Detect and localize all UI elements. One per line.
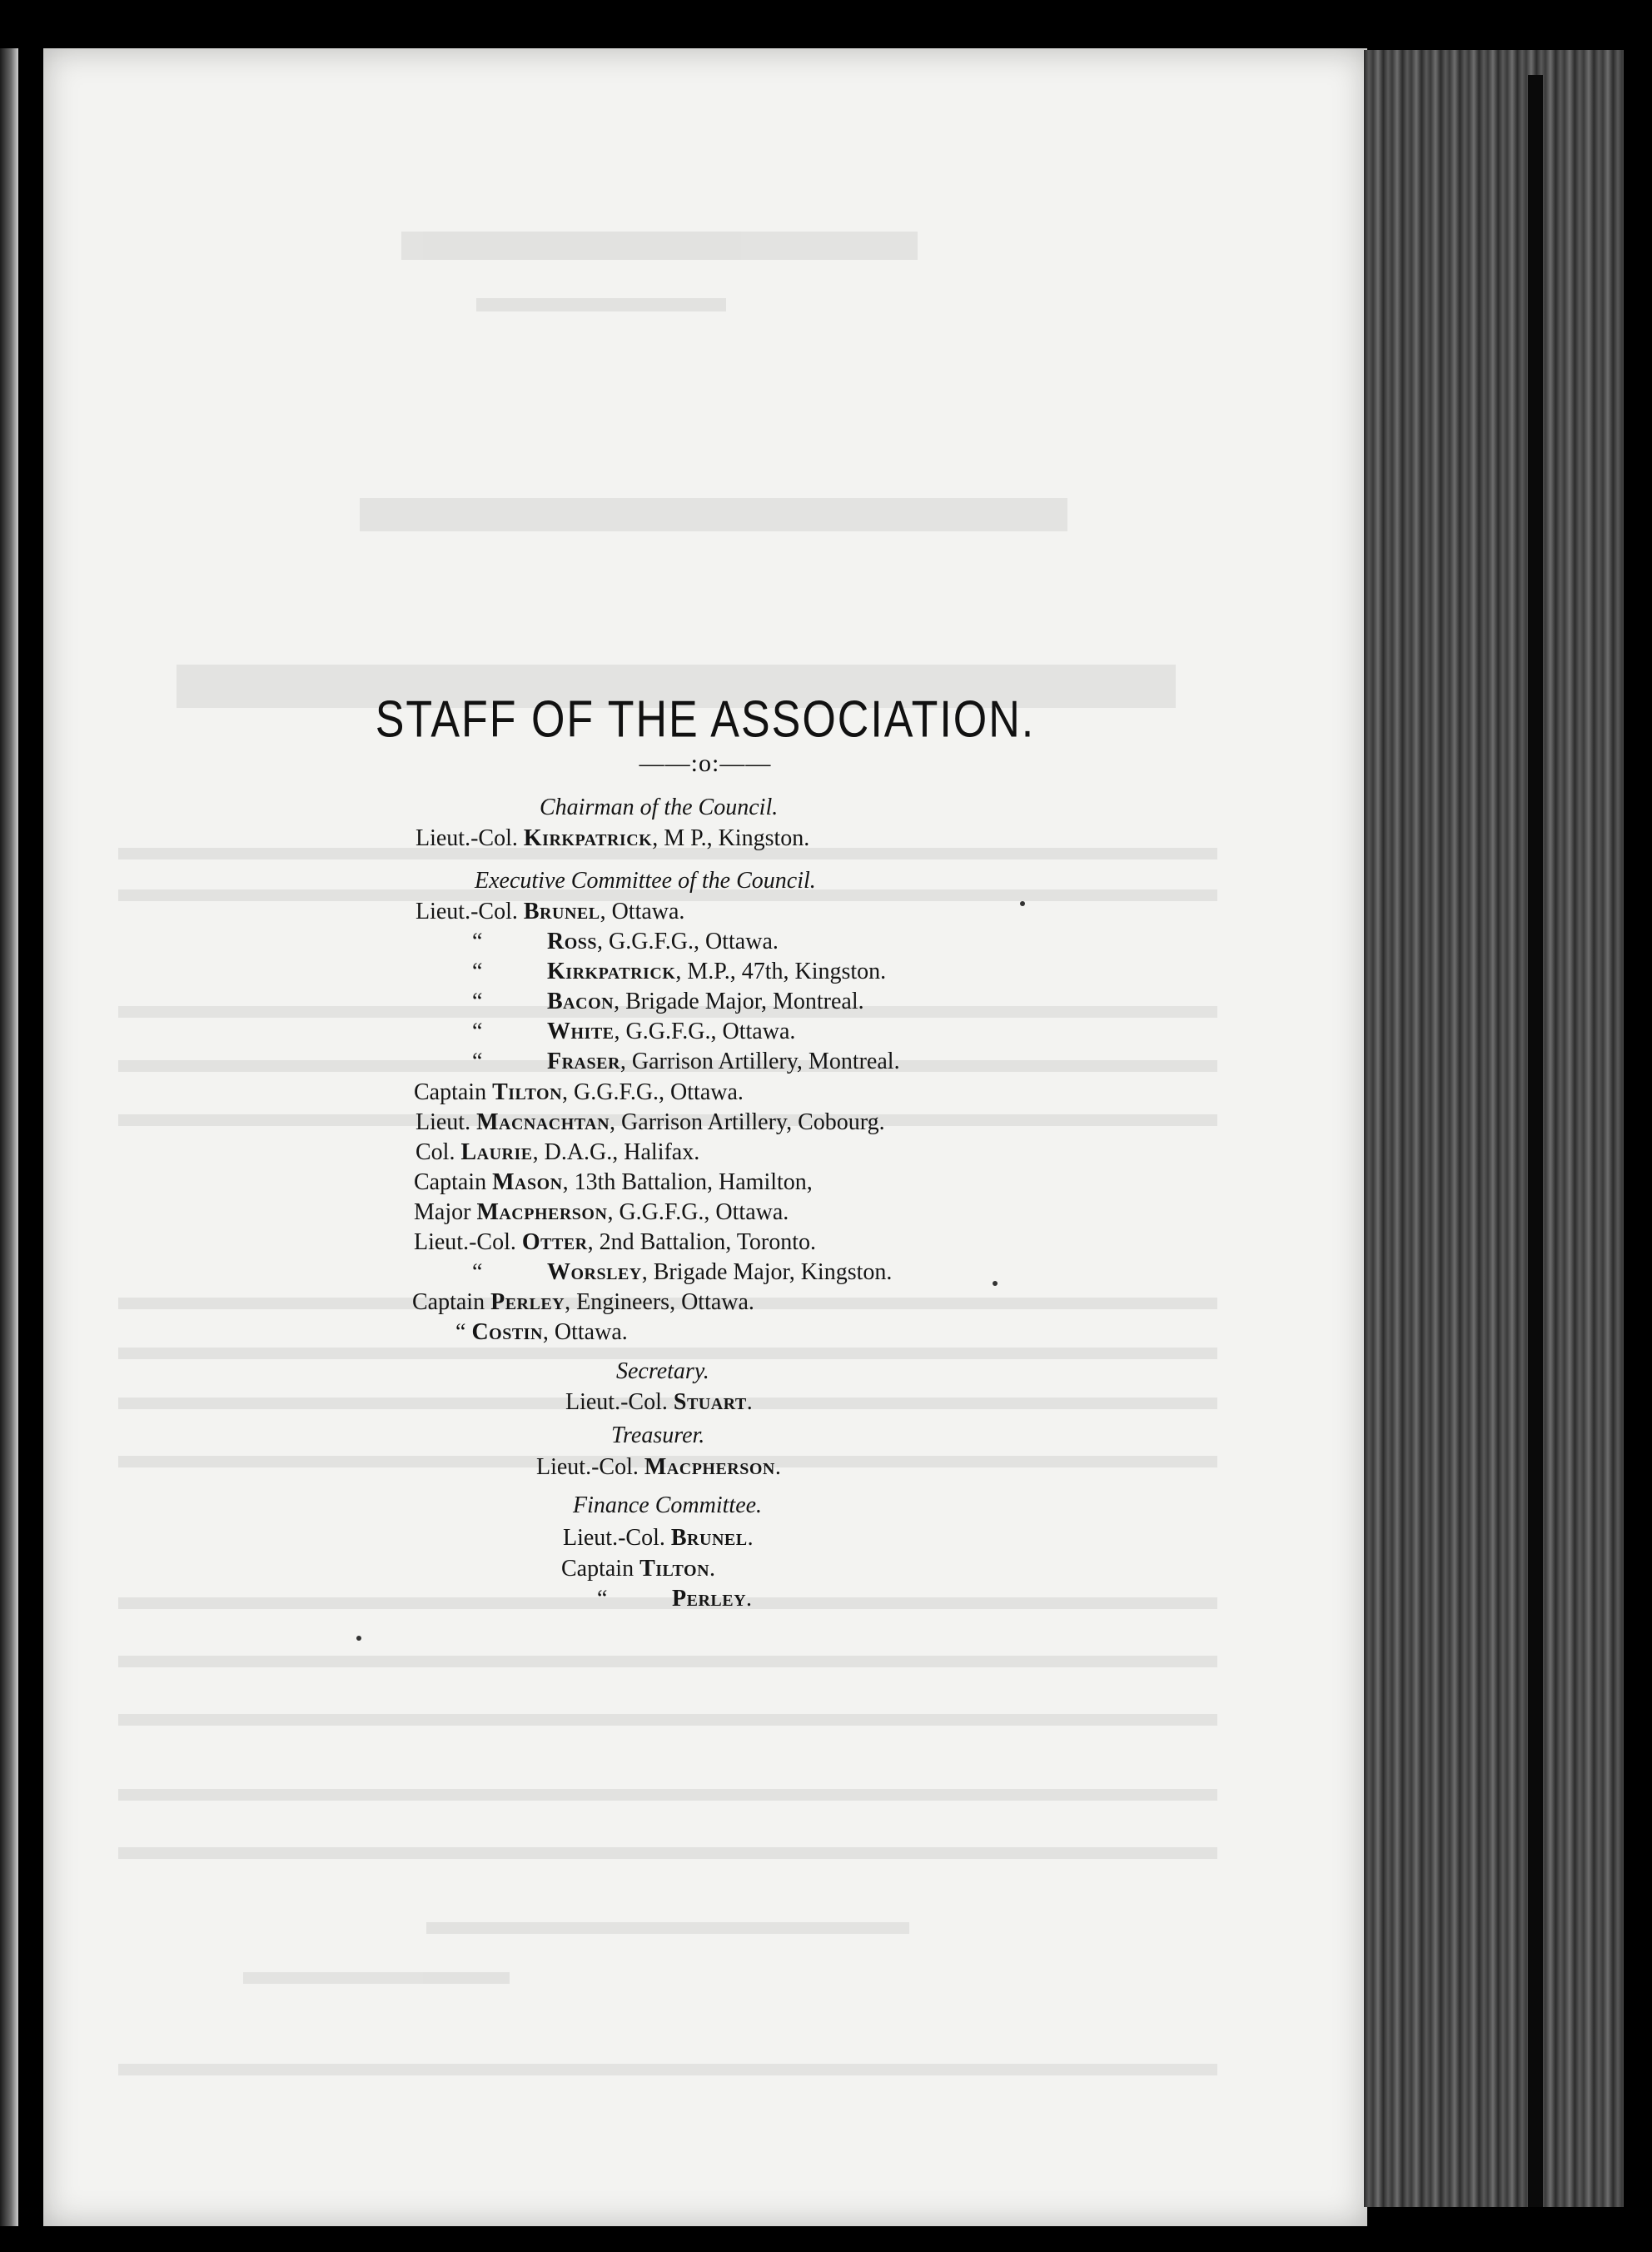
entry-name: Mason (492, 1169, 563, 1195)
staff-entry (414, 1198, 789, 1227)
staff-entry (565, 1388, 753, 1417)
entry-details: , Ottawa. (542, 1319, 628, 1345)
entry-details: , Brigade Major, Kingston. (641, 1259, 893, 1285)
ditto-mark: “ (472, 1259, 483, 1285)
staff-entry (597, 1585, 752, 1613)
entry-name: White (547, 1019, 615, 1044)
entry-name: Brunel (670, 1525, 748, 1551)
entry-details: , D.A.G., Halifax. (532, 1139, 700, 1165)
entry-name: Tilton (492, 1079, 563, 1105)
entry-name: Brunel (523, 899, 600, 924)
staff-entry (561, 1555, 715, 1583)
entry-rank: Lieut. (415, 1109, 471, 1135)
page-content (43, 48, 1367, 2226)
section-heading-executive-committee: Executive Committee of the Council. (475, 868, 816, 894)
entry-details: , M.P., 47th, Kingston. (675, 959, 887, 984)
entry-details: . (709, 1556, 716, 1582)
entry-name: Perley (490, 1289, 565, 1315)
ink-speck (356, 1636, 361, 1641)
staff-entry (472, 1258, 892, 1287)
entry-details: , Ottawa. (600, 899, 685, 924)
entry-name: Macnachtan (476, 1109, 610, 1135)
staff-entry (472, 1048, 900, 1076)
entry-details: , G.G.F.G., Ottawa. (562, 1079, 744, 1105)
entry-name: Tilton (639, 1556, 710, 1582)
ditto-mark: “ (472, 989, 483, 1014)
page-edges-stack (1364, 50, 1630, 2207)
book-page (43, 48, 1367, 2226)
staff-entry (472, 928, 779, 956)
entry-rank: Col. (415, 1139, 455, 1165)
entry-name: Macpherson (644, 1454, 775, 1480)
staff-entry (472, 958, 886, 986)
staff-entry (563, 1524, 754, 1552)
entry-details: , G.G.F.G., Ottawa. (614, 1019, 796, 1044)
entry-rank: Lieut.-Col. (565, 1389, 668, 1415)
entry-name: Bacon (547, 989, 615, 1014)
entry-details: . (746, 1586, 753, 1612)
entry-details: , G.G.F.G., Ottawa. (597, 929, 779, 954)
entry-rank: Lieut.-Col. (415, 899, 518, 924)
entry-details: , M P., Kingston. (652, 825, 810, 851)
entry-details: , Engineers, Ottawa. (565, 1289, 754, 1315)
ditto-mark: “ (472, 1019, 483, 1044)
ditto-mark: “ (455, 1319, 466, 1345)
entry-name: Otter (521, 1229, 588, 1255)
ditto-mark: “ (472, 929, 483, 954)
entry-details: , 13th Battalion, Hamilton, (562, 1169, 813, 1195)
entry-rank: Lieut.-Col. (563, 1525, 665, 1551)
staff-entry (455, 1318, 628, 1347)
entry-name: Kirkpatrick (523, 825, 653, 851)
entry-name: Ross (547, 929, 598, 954)
staff-entry (472, 1018, 795, 1046)
page-edges-gap (1528, 75, 1543, 2207)
book-spine-edge (0, 48, 18, 2226)
entry-details: , 2nd Battalion, Toronto. (587, 1229, 817, 1255)
staff-entry (415, 1138, 699, 1167)
entry-name: Stuart (673, 1389, 747, 1415)
entry-rank: Captain (561, 1556, 634, 1582)
staff-entry (414, 1168, 813, 1197)
entry-details: . (746, 1389, 753, 1415)
ditto-mark: “ (472, 1049, 483, 1074)
entry-details: , Brigade Major, Montreal. (614, 989, 864, 1014)
entry-name: Macpherson (476, 1199, 608, 1225)
entry-rank: Captain (412, 1289, 485, 1315)
staff-entry (412, 1288, 754, 1317)
entry-details: , Garrison Artillery, Cobourg. (610, 1109, 885, 1135)
staff-entry (415, 825, 809, 853)
entry-rank: Captain (414, 1169, 487, 1195)
entry-details: , Garrison Artillery, Montreal. (620, 1049, 900, 1074)
staff-entry (536, 1453, 781, 1482)
title-separator: ——:o:—— (639, 750, 772, 777)
entry-name: Laurie (460, 1139, 533, 1165)
entry-details: . (747, 1525, 754, 1551)
ditto-mark: “ (597, 1586, 608, 1612)
section-heading-chairman: Chairman of the Council. (540, 795, 779, 820)
entry-details: , G.G.F.G., Ottawa. (607, 1199, 789, 1225)
entry-rank: Captain (414, 1079, 487, 1105)
staff-entry (415, 898, 684, 926)
staff-entry (414, 1228, 816, 1257)
section-heading-treasurer: Treasurer. (611, 1422, 705, 1448)
entry-name: Kirkpatrick (547, 959, 676, 984)
page-title: STAFF OF THE ASSOCIATION. (375, 690, 1036, 749)
staff-entry (472, 988, 864, 1016)
section-heading-secretary: Secretary. (616, 1358, 709, 1384)
entry-name: Costin (471, 1319, 543, 1345)
entry-rank: Lieut.-Col. (536, 1454, 639, 1480)
entry-rank: Major (414, 1199, 471, 1225)
section-heading-finance-committee: Finance Committee. (573, 1492, 763, 1518)
staff-entry (414, 1079, 744, 1107)
ditto-mark: “ (472, 959, 483, 984)
book-edge-shadow (1624, 50, 1652, 2252)
staff-entry (415, 1109, 885, 1137)
entry-rank: Lieut.-Col. (415, 825, 518, 851)
entry-name: Perley (672, 1586, 747, 1612)
entry-name: Fraser (547, 1049, 620, 1074)
entry-rank: Lieut.-Col. (414, 1229, 516, 1255)
ink-speck (993, 1281, 998, 1286)
entry-name: Worsley (547, 1259, 642, 1285)
ink-speck (1020, 901, 1025, 906)
entry-details: . (774, 1454, 781, 1480)
